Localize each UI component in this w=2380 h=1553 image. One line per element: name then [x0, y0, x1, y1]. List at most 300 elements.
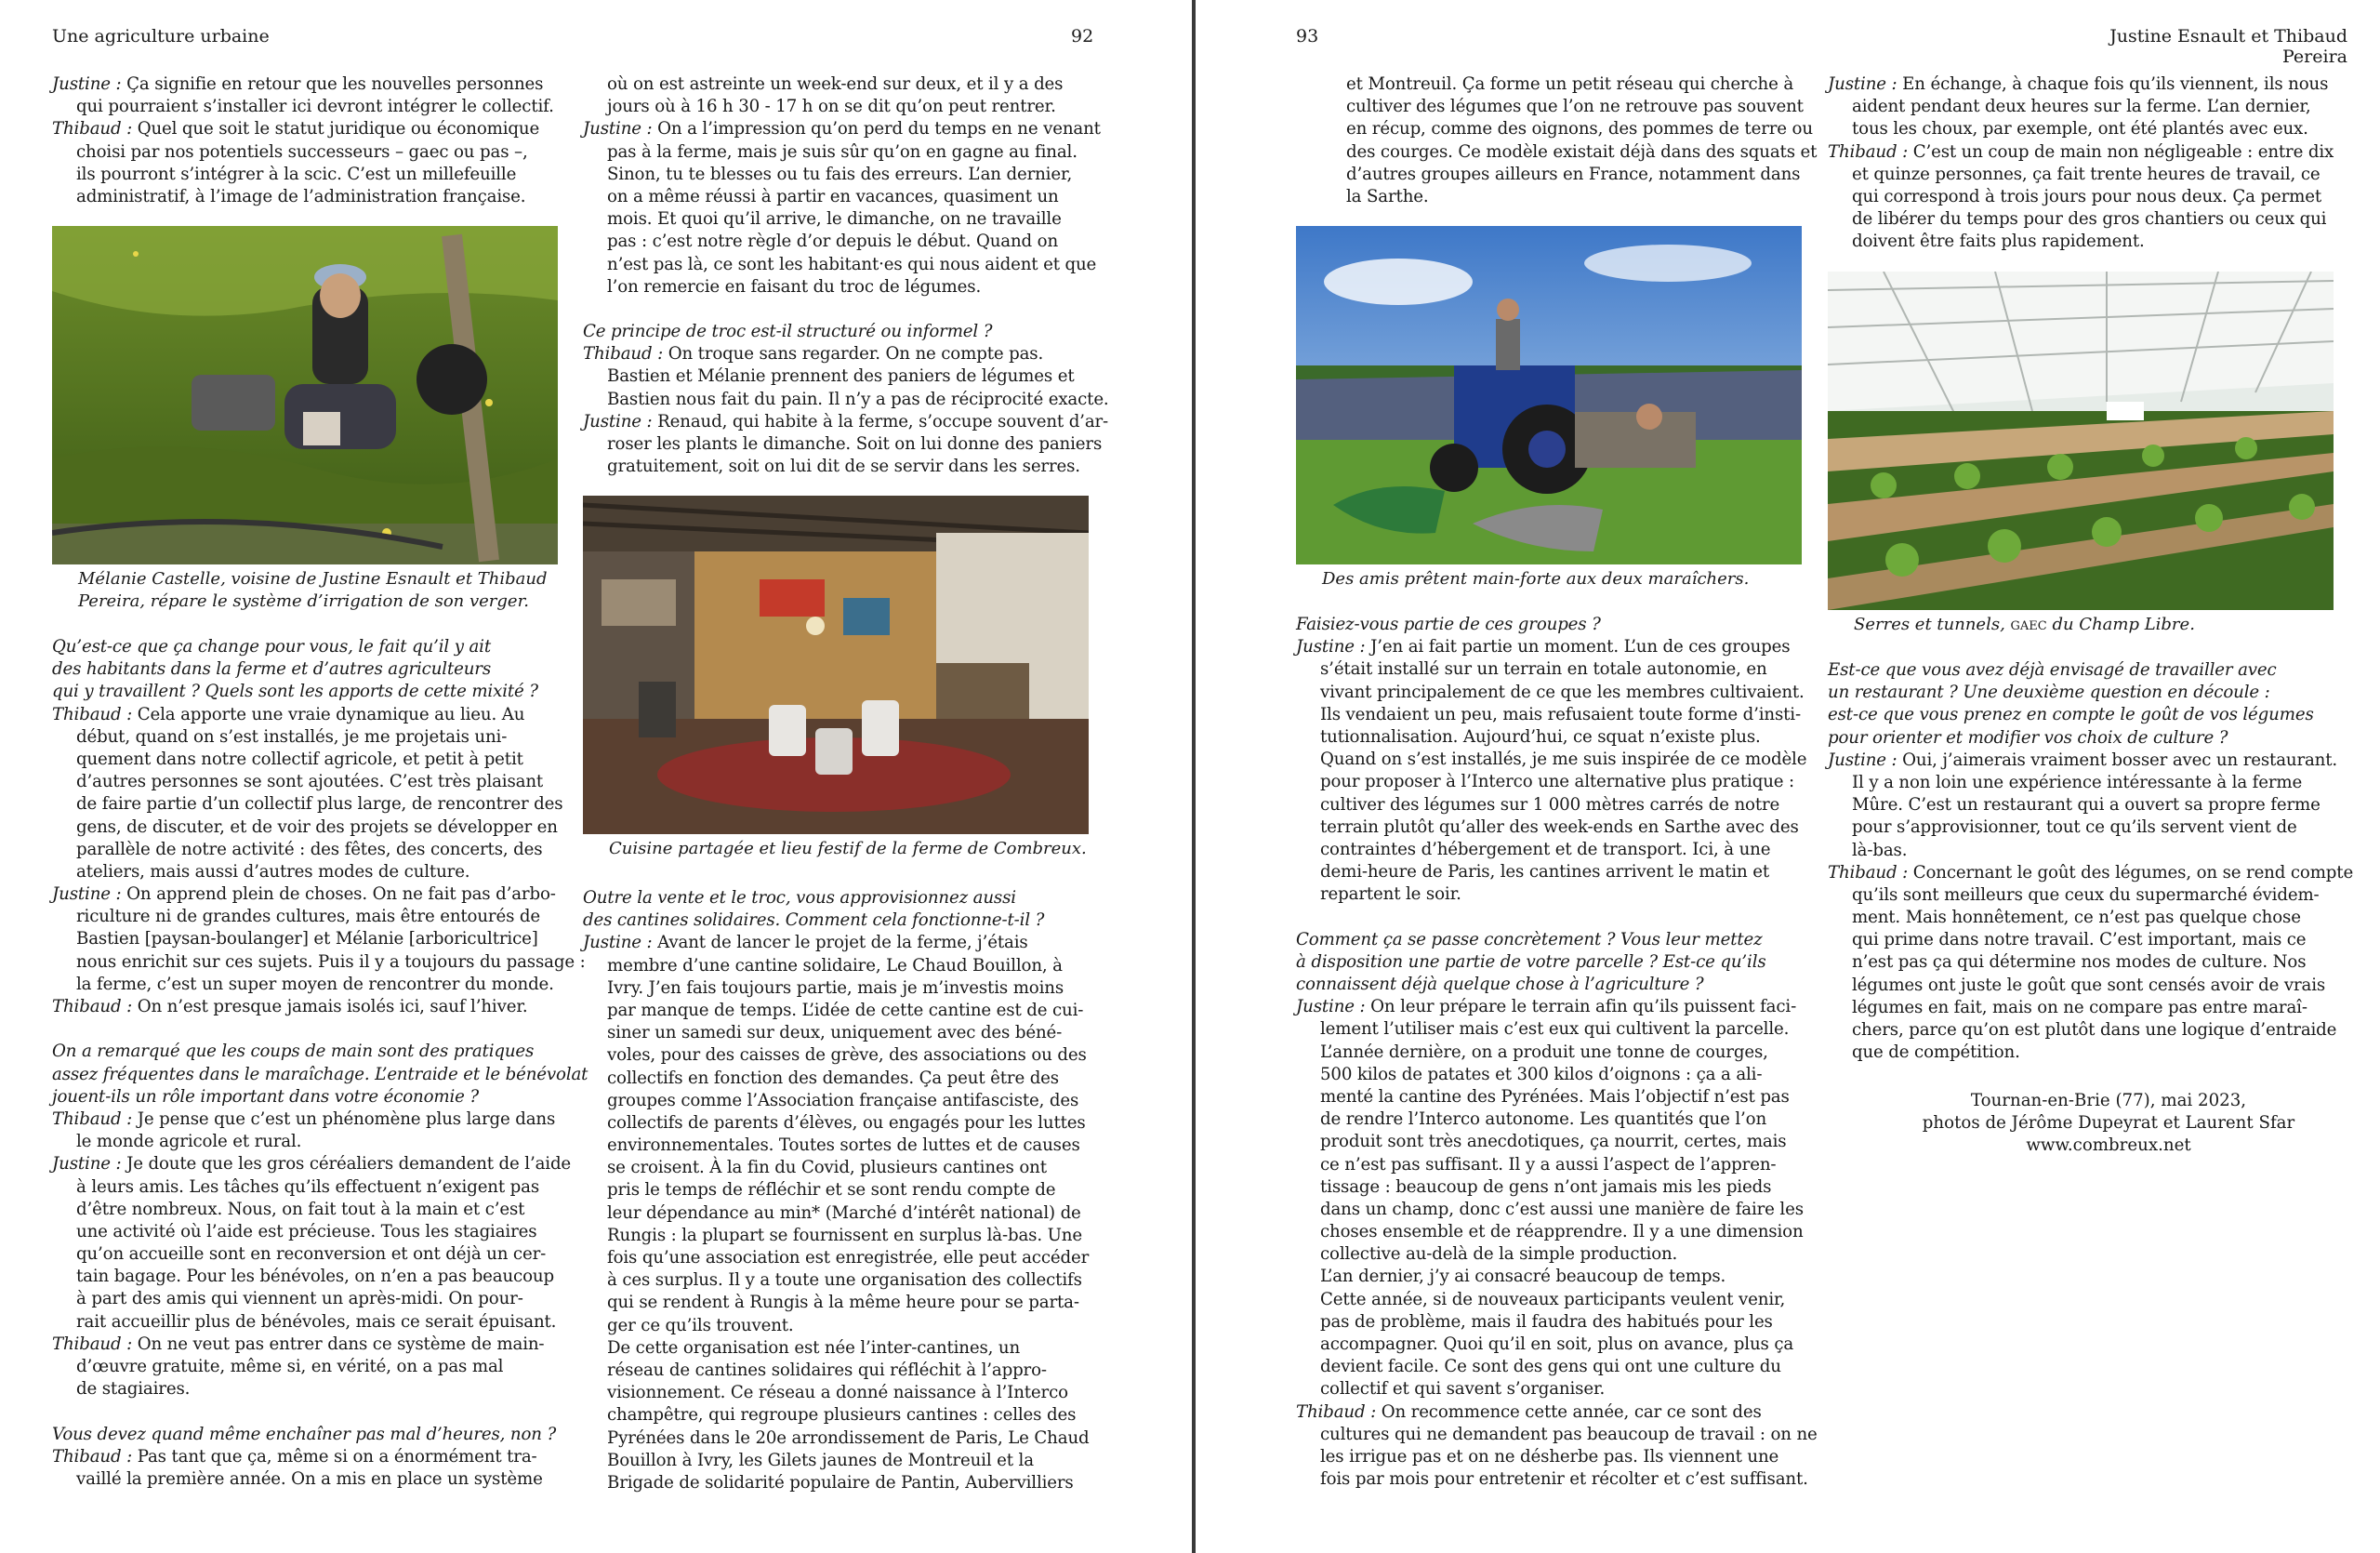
signature-block	[1867, 1090, 2350, 1158]
body-text: Ivry. J’en fais toujours partie, mais je m’investis moins	[607, 977, 1064, 998]
body-text: se croisent. À la fin du Covid, plusieurs cantines ont	[607, 1158, 1047, 1178]
text-line	[52, 928, 573, 950]
body-text: lement l’utiliser mais c’est eux qui cultivent la parcelle.	[1320, 1019, 1790, 1040]
speaker-label: Justine :	[1296, 997, 1366, 1017]
text-line	[1296, 996, 1817, 1018]
text-line	[1296, 771, 1817, 793]
text-line	[1322, 96, 1843, 118]
text-line	[52, 73, 573, 96]
text-line	[583, 321, 1104, 343]
text-line	[52, 1131, 573, 1153]
caption-line: Pereira, répare le système d’irrigation de son verger.	[78, 591, 529, 611]
question-text: jouent-ils un rôle important dans votre économie ?	[52, 1086, 480, 1107]
text-line	[1296, 658, 1817, 681]
body-text: légumes en fait, mais on ne compare pas entre maraî-	[1852, 997, 2307, 1017]
text-line	[583, 1157, 1104, 1179]
text-line	[52, 996, 573, 1018]
text-line	[583, 276, 1104, 299]
text-line	[583, 231, 1104, 253]
text-block-l2a	[583, 73, 1109, 478]
speaker-label: Thibaud :	[52, 1334, 133, 1354]
text-line	[1296, 1243, 1817, 1266]
body-text: et quinze personnes, ça fait trente heures de travail, ce	[1852, 164, 2320, 184]
body-text: Oui, j’aimerais vraiment bosser avec un restaurant.	[1897, 750, 2338, 770]
body-text: On n’est presque jamais isolés ici, sauf l’hiver.	[132, 997, 528, 1016]
body-text: les irrigue pas et on ne désherbe pas. Ils viennent une	[1320, 1446, 1779, 1467]
body-text: On ne veut pas entrer dans ce système de main-	[132, 1334, 545, 1354]
question-text: Comment ça se passe concrètement ? Vous leur mettez	[1296, 929, 1763, 949]
body-text: Quand on s’est installés, je me suis inspirée de ce modèle	[1320, 750, 1807, 770]
text-line	[583, 1382, 1104, 1404]
body-text: l’on remercie en faisant du troc de légumes.	[607, 276, 982, 297]
text-line	[52, 141, 573, 164]
text-line	[52, 1266, 573, 1288]
question-text: est-ce que vous prenez en compte le goût de vos légumes	[1828, 705, 2314, 725]
paragraph-indent-text: L’an dernier, j’y ai consacré beaucoup de temps.	[1320, 1267, 1726, 1287]
body-text: on a même réussi à partir en vacances, quasiment un	[607, 186, 1059, 206]
body-text: ce n’est pas suffisant. Il y a aussi l’aspect de l’appren-	[1320, 1154, 1777, 1175]
body-text: siner un samedi sur deux, uniquement avec des béné-	[607, 1023, 1063, 1043]
body-text: On apprend plein de choses. On ne fait pas d’arbo-	[121, 884, 556, 905]
text-line	[52, 749, 573, 771]
text-line	[583, 1135, 1104, 1157]
body-text: par manque de temps. L’idée de cette cantine est de cui-	[607, 1000, 1084, 1020]
paragraph-indent-text: De cette organisation est née l’inter-cantines, un	[607, 1337, 1021, 1358]
body-text: d’être nombreux. Nous, on fait tout à la main et c’est	[76, 1199, 525, 1219]
text-line	[583, 932, 1104, 954]
text-block-r1b	[1296, 614, 1817, 1491]
text-line	[1322, 164, 1843, 186]
text-line	[1296, 726, 1817, 749]
text-line	[1296, 1266, 1817, 1288]
body-text: tous les choux, par exemple, ont été plantés avec eux.	[1852, 119, 2308, 139]
speaker-label: Justine :	[1296, 637, 1366, 657]
question-text: Ce principe de troc est-il structuré ou informel ?	[583, 322, 993, 342]
text-line	[52, 726, 573, 749]
body-text: cultures qui ne demandent pas beaucoup de travail : on ne	[1320, 1424, 1818, 1444]
body-text: jours où à 16 h 30 - 17 h on se dit qu’on peut rentrer.	[607, 97, 1056, 117]
body-text: ils pourront s’intégrer à la scic. C’est un millefeuille	[76, 164, 517, 184]
text-line	[583, 456, 1104, 478]
text-block-l1a	[52, 73, 573, 208]
text-line	[1296, 1042, 1817, 1064]
text-line	[583, 1202, 1104, 1225]
body-text: voles, pour des caisses de grève, des associations ou des	[607, 1045, 1087, 1066]
body-text: de faire partie d’un collectif plus large, de rencontrer des	[76, 794, 563, 815]
text-line	[1296, 951, 1817, 974]
body-text: Cela apporte une vraie dynamique au lieu. Au	[132, 704, 525, 724]
text-line	[1296, 1289, 1817, 1311]
body-text: gratuitement, soit on lui dit de se servir dans les serres.	[607, 457, 1080, 477]
text-line	[1828, 208, 2348, 231]
text-line	[1296, 1086, 1817, 1108]
body-text: qui correspond à trois jours pour nous deux. Ça permet	[1852, 186, 2321, 206]
text-line	[52, 1064, 588, 1086]
body-text: contraintes d’hébergement et de transport. Ici, à une	[1320, 839, 1771, 859]
text-line	[583, 1315, 1104, 1337]
body-text: collectifs en fonction des demandes. Ça peut être des	[607, 1068, 1059, 1088]
body-text: produit sont très anecdotiques, ça nourrit, certes, mais	[1320, 1132, 1787, 1152]
text-line	[1296, 1401, 1817, 1424]
body-text: demi-heure de Paris, les cantines arrivent le matin et	[1320, 862, 1769, 883]
body-text: J’en ai fait partie un moment. L’un de ces groupes	[1365, 637, 1791, 657]
body-text: et Montreuil. Ça forme un petit réseau qui cherche à	[1346, 74, 1794, 94]
text-line	[583, 208, 1104, 231]
body-text: qu’ils sont meilleurs que ceux du supermarché évidem-	[1852, 884, 2320, 905]
body-text: Bastien [paysan-boulanger] et Mélanie [arboricultrice]	[76, 929, 538, 949]
text-line	[1296, 974, 1817, 996]
body-text: cultiver des légumes que l’on ne retrouve pas souvent	[1346, 97, 1804, 117]
body-text: gens, de discuter, et de voir des projets se développer en	[76, 816, 558, 837]
text-line	[1296, 1176, 1817, 1199]
question-text: On a remarqué que les coups de main sont des pratiques	[52, 1042, 535, 1062]
text-line	[1828, 659, 2348, 682]
body-text: pas à la ferme, mais je suis sûr qu’on en gagne au final.	[607, 141, 1078, 162]
text-line	[1296, 614, 1817, 636]
body-text: d’autres personnes se sont ajoutées. C’est très plaisant	[76, 772, 544, 792]
body-text: qu’on accueille sont en reconversion et ont déjà un cer-	[76, 1244, 547, 1265]
caption-text: Serres et tunnels,	[1854, 615, 2011, 634]
text-line	[52, 771, 573, 793]
speaker-label: Thibaud :	[1828, 141, 1909, 162]
text-line	[1296, 906, 1817, 928]
body-text: d’œuvre gratuite, même si, en vérité, on a pas mal	[76, 1357, 504, 1376]
body-text: champêtre, qui regroupe plusieurs cantines : celles des	[607, 1405, 1077, 1426]
text-line	[1296, 1424, 1817, 1446]
running-title-left: Une agriculture urbaine	[52, 26, 270, 46]
text-line	[1828, 816, 2348, 839]
body-text: tissage : beaucoup de gens n’ont jamais mis les pieds	[1320, 1176, 1772, 1197]
text-line	[583, 1068, 1104, 1090]
text-line	[583, 977, 1104, 1000]
body-text: début, quand on s’est installés, je me projetais uni-	[76, 726, 508, 747]
speaker-label: Justine :	[583, 119, 653, 139]
text-line	[52, 1243, 573, 1266]
text-line	[583, 1427, 1104, 1450]
caption-org: gaec	[2010, 615, 2047, 634]
speaker-label: Thibaud :	[583, 344, 664, 365]
text-line	[52, 1153, 573, 1175]
text-line	[52, 164, 573, 186]
body-text: de rendre l’Interco autonome. Les quantités que l’on	[1320, 1109, 1767, 1130]
text-line	[583, 186, 1104, 208]
speaker-label: Thibaud :	[52, 997, 133, 1016]
body-text: de libérer du temps pour des gros chantiers ou ceux qui	[1852, 209, 2327, 230]
text-line	[583, 96, 1104, 118]
body-text: Quel que soit le statut juridique ou économique	[132, 119, 540, 139]
body-text: dans un champ, donc c’est aussi une manière de faire les	[1320, 1199, 1804, 1219]
caption-line: Mélanie Castelle, voisine de Justine Esnault et Thibaud	[78, 569, 548, 589]
body-text: pris le temps de réfléchir et se sont rendu compte de	[607, 1180, 1056, 1201]
text-line	[52, 118, 573, 140]
body-text: le monde agricole et rural.	[76, 1132, 302, 1152]
text-line	[583, 389, 1109, 411]
signature-place-date: Tournan-en-Brie (77), mai 2023,	[1970, 1091, 2247, 1110]
text-block-l1b	[52, 636, 588, 1491]
question-text: des cantines solidaires. Comment cela fonctionne-t-il ?	[583, 910, 1045, 931]
body-text: là-bas.	[1852, 840, 1908, 860]
text-line	[52, 974, 573, 996]
text-line	[583, 433, 1104, 456]
text-line	[1322, 141, 1843, 164]
body-text: L’année dernière, on a produit une tonne de courges,	[1320, 1042, 1768, 1062]
text-line	[1296, 929, 1817, 951]
photo-greenhouse	[1828, 272, 2334, 610]
text-line	[583, 141, 1104, 164]
text-line	[583, 1269, 1104, 1292]
body-text: On troque sans regarder. On ne compte pas.	[663, 344, 1044, 365]
body-text: la Sarthe.	[1346, 186, 1429, 206]
question-text: assez fréquentes dans le maraîchage. L’entraide et le bénévolat	[52, 1064, 588, 1084]
text-line	[1828, 141, 2348, 164]
text-line	[583, 1337, 1104, 1360]
body-text: fois qu’une association est enregistrée, elle peut accéder	[607, 1248, 1090, 1268]
text-line	[52, 1446, 573, 1468]
body-text: doivent être faits plus rapidement.	[1852, 232, 2145, 252]
caption-photo-greenhouse	[1854, 614, 2195, 636]
text-line	[1296, 883, 1817, 906]
text-line	[1296, 749, 1817, 771]
text-line	[52, 1400, 573, 1423]
text-line	[1828, 975, 2348, 997]
body-text: nous enrichit sur ces sujets. Puis il y a toujours du passage :	[76, 951, 586, 972]
text-line	[1828, 231, 2348, 253]
body-text: Cette année, si de nouveaux participants veulent venir,	[1320, 1289, 1786, 1309]
text-line	[583, 1472, 1104, 1494]
body-text: accompagner. Quoi qu’il en soit, plus on avance, plus ça	[1320, 1334, 1794, 1354]
body-text: Il y a non loin une expérience intéressante à la ferme	[1852, 772, 2303, 792]
text-block-r2b	[1828, 659, 2354, 1064]
body-text: chers, parce qu’on est plutôt dans une logique d’entraide	[1852, 1020, 2337, 1040]
text-line	[52, 1018, 573, 1041]
body-text: Bastien nous fait du pain. Il n’y a pas de réciprocité exacte.	[607, 389, 1109, 409]
text-line	[1296, 816, 1817, 839]
text-line	[1828, 884, 2348, 907]
body-text: légumes ont juste le goût que sont censés avoir de vrais	[1852, 975, 2326, 995]
text-line	[1296, 1468, 1817, 1491]
body-text: On leur prépare le terrain afin qu’ils puissent faci-	[1365, 997, 1797, 1017]
body-text: à ces surplus. Il y a toute une organisation des collectifs	[607, 1270, 1082, 1291]
text-line	[1828, 73, 2348, 96]
text-line	[1296, 1446, 1817, 1468]
text-line	[1828, 907, 2348, 929]
question-text: qui y travaillent ? Quels sont les apports de cette mixité ?	[52, 682, 538, 702]
body-text: menté la cantine des Pyrénées. Mais l’objectif n’est pas	[1320, 1086, 1790, 1107]
text-line	[52, 1108, 573, 1131]
body-text: En échange, à chaque fois qu’ils viennent, ils nous	[1897, 74, 2329, 94]
body-text: vivant principalement de ce que les membres cultivaient.	[1320, 682, 1805, 702]
body-text: Concernant le goût des légumes, on se rend compte	[1908, 862, 2354, 883]
text-line	[52, 951, 586, 974]
text-line	[1828, 772, 2348, 794]
text-line	[52, 681, 573, 703]
body-text: Ça signifie en retour que les nouvelles personnes	[121, 74, 544, 94]
text-line	[1828, 794, 2348, 816]
question-text: Est-ce que vous avez déjà envisagé de travailler avec	[1828, 660, 2277, 680]
text-line	[1828, 186, 2348, 208]
text-line	[1828, 704, 2348, 726]
body-text: où on est astreinte un week-end sur deux, et il y a des	[607, 74, 1064, 94]
photo-tractor-friends	[1296, 226, 1802, 564]
text-line	[1296, 839, 1817, 861]
body-text: cultiver des légumes sur 1 000 mètres carrés de notre	[1320, 794, 1780, 815]
body-text: n’est pas ça qui détermine nos modes de culture. Nos	[1852, 952, 2307, 973]
text-line	[52, 1334, 573, 1356]
body-text: ment. Mais honnêtement, ce n’est pas quelque chose	[1852, 908, 2301, 928]
speaker-label: Justine :	[1828, 750, 1897, 770]
text-line	[52, 861, 573, 883]
body-text: réseau de cantines solidaires qui réfléchit à l’appro-	[607, 1360, 1047, 1380]
text-line	[583, 1247, 1104, 1269]
body-text: Mûre. C’est un restaurant qui a ouvert sa propre ferme	[1852, 795, 2320, 816]
speaker-label: Thibaud :	[52, 704, 133, 724]
body-text: à leurs amis. Les tâches qu’ils effectuent n’exigent pas	[76, 1176, 540, 1197]
body-text: Avant de lancer le projet de la ferme, j’étais	[652, 933, 1028, 953]
text-line	[1828, 118, 2348, 140]
text-line	[1296, 1064, 1817, 1086]
speaker-label: Thibaud :	[1828, 862, 1909, 883]
body-text: 500 kilos de patates et 300 kilos d’oignons : ça a ali-	[1320, 1064, 1763, 1084]
text-line	[583, 909, 1104, 932]
text-line	[52, 1221, 573, 1243]
speaker-label: Justine :	[52, 74, 122, 94]
body-text: s’était installé sur un terrain en totale autonomie, en	[1320, 659, 1767, 680]
body-text: la ferme, c’est un super moyen de rencontrer du monde.	[76, 974, 554, 994]
body-text: vaillé la première année. On a mis en place un système	[76, 1468, 543, 1489]
body-text: On a l’impression qu’on perd du temps en ne venant	[652, 119, 1101, 139]
text-line	[583, 164, 1104, 186]
text-line	[1296, 636, 1817, 658]
speaker-label: Justine :	[1828, 74, 1897, 94]
text-line	[1296, 1131, 1817, 1153]
body-text: que de compétition.	[1852, 1042, 2020, 1063]
text-line	[52, 816, 573, 839]
right-page	[1196, 0, 2380, 1553]
speaker-label: Thibaud :	[52, 1446, 133, 1467]
body-text: Brigade de solidarité populaire de Pantin, Aubervilliers	[607, 1472, 1074, 1493]
question-text: un restaurant ? Une deuxième question en découle :	[1828, 683, 2270, 703]
body-text: Bouillon à Ivry, les Gilets jaunes de Montreuil et la	[607, 1450, 1034, 1470]
body-text: riculture ni de grandes cultures, mais être entourés de	[76, 907, 541, 927]
speaker-label: Justine :	[52, 884, 122, 905]
text-line	[52, 883, 573, 906]
text-block-l2b	[583, 887, 1104, 1494]
text-line	[52, 839, 573, 861]
text-line	[1296, 1311, 1817, 1334]
body-text: terrain plutôt qu’aller des week-ends en Sarthe avec des	[1320, 816, 1799, 837]
text-line	[583, 254, 1104, 276]
body-text: Je pense que c’est un phénomène plus large dans	[132, 1108, 556, 1129]
text-line	[1828, 929, 2348, 951]
text-line	[583, 1000, 1104, 1022]
photo-irrigation-repair	[52, 226, 558, 564]
question-text: Qu’est-ce que ça change pour vous, le fait qu’il y ait	[52, 637, 491, 657]
text-line	[52, 1086, 573, 1108]
body-text: On recommence cette année, car ce sont des	[1376, 1401, 1762, 1422]
signature-credits: photos de Jérôme Dupeyrat et Laurent Sfar	[1922, 1113, 2295, 1134]
text-line	[1322, 73, 1843, 96]
text-line	[1828, 862, 2354, 884]
question-text: connaissent déjà quelque chose à l’agriculture ?	[1296, 975, 1704, 994]
body-text: qui pourraient s’installer ici devront intégrer le collectif.	[76, 97, 554, 117]
body-text: aident pendant deux heures sur la ferme. L’an dernier,	[1852, 97, 2311, 117]
body-text: pas : c’est notre règle d’or depuis le début. Quand on	[607, 232, 1059, 252]
body-text: Je doute que les gros céréaliers demandent de l’aide	[121, 1154, 572, 1175]
body-text: repartent le soir.	[1320, 884, 1461, 905]
body-text: pour s’approvisionner, tout ce qu’ils servent vient de	[1852, 817, 2297, 838]
text-line	[1828, 951, 2348, 974]
text-line	[52, 1176, 573, 1199]
signature-website[interactable]: www.combreux.net	[2026, 1135, 2191, 1156]
body-text: parallèle de notre activité : des fêtes, des concerts, des	[76, 839, 543, 859]
body-text: collectif et qui savent s’organiser.	[1320, 1379, 1606, 1400]
body-text: collective au-delà de la simple production.	[1320, 1244, 1678, 1265]
text-line	[1296, 704, 1817, 726]
body-text: de stagiaires.	[76, 1379, 191, 1400]
body-text: mois. Et quoi qu’il arrive, le dimanche, on ne travaille	[607, 209, 1062, 230]
body-text: Rungis : la plupart se fournissent en surplus là-bas. Une	[607, 1225, 1082, 1245]
body-text: tutionnalisation. Aujourd’hui, ce squat n’existe plus.	[1320, 726, 1761, 747]
text-line	[583, 1044, 1104, 1067]
body-text: des courges. Ce modèle existait déjà dans des squats et	[1346, 141, 1818, 162]
body-text: C’est un coup de main non négligeable : entre dix	[1908, 141, 2334, 162]
text-line	[583, 1404, 1104, 1427]
body-text: ger ce qu’ils trouvent.	[607, 1315, 794, 1335]
body-text: n’est pas là, ce sont les habitant·es qui nous aident et que	[607, 254, 1097, 274]
text-line	[583, 1022, 1104, 1044]
body-text: qui se rendent à Rungis à la même heure pour se parta-	[607, 1293, 1079, 1313]
body-text: devient facile. Ce sont des gens qui ont une culture du	[1320, 1357, 1781, 1377]
text-line	[583, 1360, 1104, 1382]
speaker-label: Thibaud :	[1296, 1401, 1377, 1422]
body-text: choisi par nos potentiels successeurs – gaec ou pas –,	[76, 141, 528, 162]
body-text: à part des amis qui viennent un après-midi. On pour-	[76, 1289, 523, 1309]
text-line	[583, 118, 1104, 140]
text-line	[1828, 840, 2348, 862]
question-text: Vous devez quand même enchaîner pas mal d’heures, non ?	[52, 1424, 557, 1444]
body-text: groupes comme l’Association française antifasciste, des	[607, 1090, 1079, 1110]
text-line	[1296, 1221, 1817, 1243]
text-line	[1828, 1042, 2348, 1064]
text-line	[52, 658, 573, 681]
question-text: pour orienter et modifier vos choix de culture ?	[1828, 727, 2228, 748]
body-text: roser les plants le dimanche. Soit on lui donne des paniers	[607, 434, 1103, 454]
body-text: fois par mois pour entretenir et récolter et c’est suffisant.	[1320, 1469, 1808, 1490]
text-line	[1828, 727, 2348, 750]
text-line	[1296, 1154, 1817, 1176]
question-text: Outre la vente et le troc, vous approvisionnez aussi	[583, 888, 1016, 908]
text-line	[583, 365, 1104, 388]
text-line	[1828, 1019, 2348, 1042]
text-line	[52, 1378, 573, 1400]
question-text: à disposition une partie de votre parcelle ? Est-ce qu’ils	[1296, 951, 1766, 972]
text-line	[583, 1450, 1104, 1472]
text-line	[1296, 1108, 1817, 1131]
text-line	[1828, 682, 2348, 704]
text-line	[1296, 1018, 1817, 1041]
text-line	[1296, 1199, 1817, 1221]
speaker-label: Justine :	[583, 411, 653, 431]
body-text: Ils vendaient un peu, mais refusaient toute forme d’insti-	[1320, 704, 1801, 724]
photo-shared-kitchen	[583, 496, 1089, 834]
text-line	[52, 793, 573, 816]
text-line	[583, 1112, 1104, 1135]
text-block-r1a	[1322, 73, 1843, 208]
speaker-label: Justine :	[583, 933, 653, 953]
text-line	[583, 955, 1104, 977]
text-line	[52, 1468, 573, 1491]
text-line	[1322, 186, 1843, 208]
